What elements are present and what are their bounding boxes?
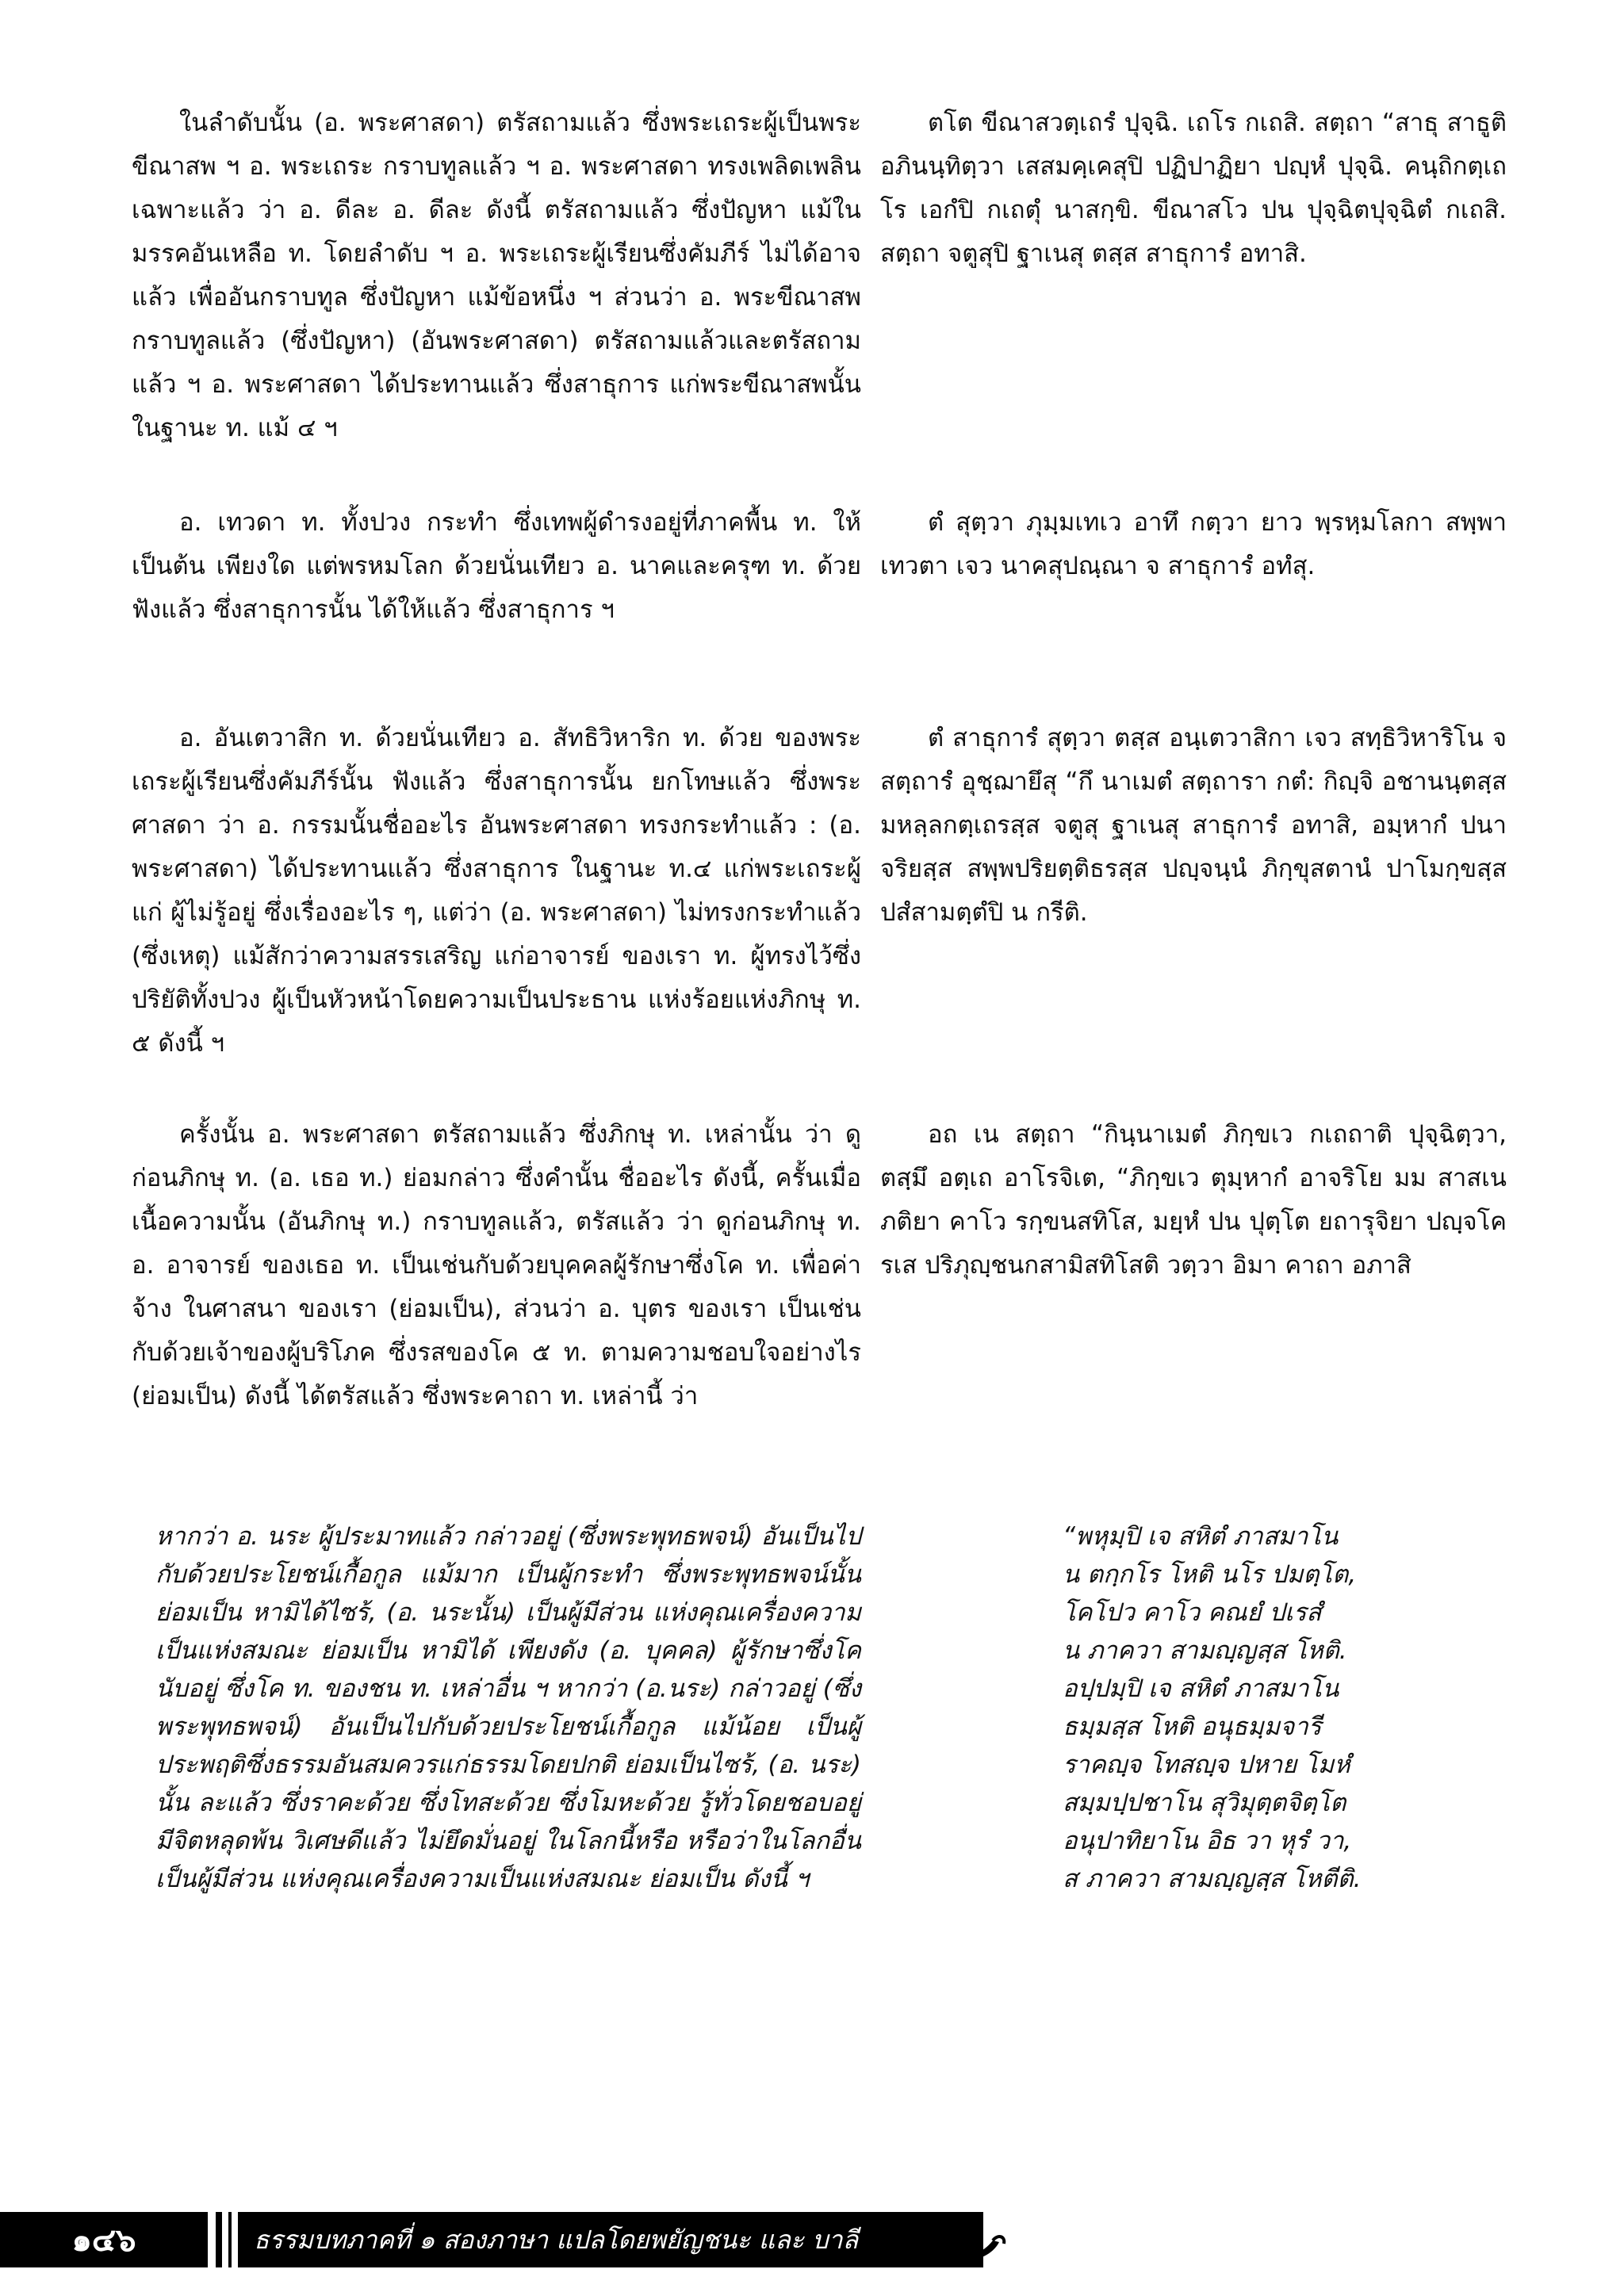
right-paragraph-2	[880, 501, 1507, 588]
left-paragraph-1	[132, 101, 861, 450]
thai-paragraph-3: อ. อันเตวาสิก ท. ด้วยนั่นเทียว อ. สัทธิวิหาริก ท. ด้วย ของพระเถระผู้เรียนซึ่งคัมภีร์นั้น ฟังแล้ว ซึ่งสาธุการนั้น ยกโทษแล้ว ซึ่งพระศาสดา ว่า อ. กรรมนั้นชื่ออะไร อันพระศาสดา ทรงกระทำแล้ว : (อ. พระศาสดา) ได้ประทานแล้ว ซึ่งสาธุการ ในฐานะ ท.๔ แก่พระเถระผู้แก่ ผู้ไม่รู้อยู่ ซึ่งเรื่องอะไร ๆ, แต่ว่า (อ. พระศาสดา) ไม่ทรงกระทำแล้ว (ซึ่งเหตุ) แม้สักว่าความสรรเสริญ แก่อาจารย์ ของเรา ท. ผู้ทรงไว้ซึ่งปริยัติทั้งปวง ผู้เป็นหัวหน้าโดยความเป็นประธาน แห่งร้อยแห่งภิกษุ ท. ๕ ดังนี้ ฯ	[132, 724, 861, 1058]
pali-verse: “พหุมฺปิ เจ สหิตํ ภาสมาโน น ตกฺกโร โหติ นโร ปมตฺโต, โคโปว คาโว คณยํ ปเรสํ น ภาควา สามญฺญสฺส โหติ. อปฺปมฺปิ เจ สหิตํ ภาสมาโน ธมฺมสฺส โหติ อนุธมฺมจารี ราคญฺจ โทสญฺจ ปหาย โมหํ สมฺมปฺปชาโน สุวิมุตฺตจิตฺโต อนุปาทิยาโน อิธ วา หุรํ วา, ส ภาควา สามญฺญสฺส โหตีติ.	[1063, 1522, 1362, 1893]
left-paragraph-3	[132, 717, 861, 1066]
pali-paragraph-4: อถ เน สตฺถา “กินฺนาเมตํ ภิกฺขเว กเถถาติ ปุจฺฉิตฺวา, ตสฺมึ อตฺเถ อาโรจิเต, “ภิกฺขเว ตุมฺหากํ อาจริโย มม สาสเน ภติยา คาโว รกฺขนสทิโส, มยฺหํ ปน ปุตฺโต ยถารุจิยา ปญฺจโครเส ปริภุญฺชนกสามิสทิโสติ วตฺวา อิมา คาถา อภาสิ	[880, 1120, 1507, 1280]
right-paragraph-4	[880, 1113, 1507, 1288]
page-number: ๑๔๖	[0, 2212, 208, 2267]
thai-verse-translation: หากว่า อ. นระ ผู้ประมาทแล้ว กล่าวอยู่ (ซึ่งพระพุทธพจน์) อันเป็นไปกับด้วยประโยชน์เกื้อกูล แม้มาก เป็นผู้กระทำ ซึ่งพระพุทธพจน์นั้น ย่อมเป็น หามิได้ไซร้, (อ. นระนั้น) เป็นผู้มีส่วน แห่งคุณเครื่องความเป็นแห่งสมณะ ย่อมเป็น หามิได้ เพียงดัง (อ. บุคคล) ผู้รักษาซึ่งโค นับอยู่ ซึ่งโค ท. ของชน ท. เหล่าอื่น ฯ หากว่า (อ.นระ) กล่าวอยู่ (ซึ่งพระพุทธพจน์) อันเป็นไปกับด้วยประโยชน์เกื้อกูล แม้น้อย เป็นผู้ประพฤติซึ่งธรรมอันสมควรแก่ธรรมโดยปกติ ย่อมเป็นไซร้, (อ. นระ) นั้น ละแล้ว ซึ่งราคะด้วย ซึ่งโทสะด้วย ซึ่งโมหะด้วย รู้ทั่วโดยชอบอยู่ มีจิตหลุดพ้น วิเศษดีแล้ว ไม่ยึดมั่นอยู่ ในโลกนี้หรือ หรือว่าในโลกอื่น เป็นผู้มีส่วน แห่งคุณเครื่องความเป็นแห่งสมณะ ย่อมเป็น ดังนี้ ฯ	[155, 1522, 861, 1893]
book-title: ธรรมบทภาคที่ ๑ สองภาษา แปลโดยพยัญชนะ และ บาลี	[238, 2212, 983, 2267]
right-paragraph-3	[880, 717, 1507, 935]
right-paragraph-1	[880, 101, 1507, 276]
footer-divider-thin	[228, 2212, 232, 2267]
left-verse-block	[155, 1517, 861, 1898]
footer-divider	[216, 2212, 222, 2267]
left-paragraph-4	[132, 1113, 861, 1418]
thai-paragraph-4: ครั้งนั้น อ. พระศาสดา ตรัสถามแล้ว ซึ่งภิกษุ ท. เหล่านั้น ว่า ดูก่อนภิกษุ ท. (อ. เธอ ท.) ย่อมกล่าว ซึ่งคำนั้น ชื่ออะไร ดังนี้, ครั้นเมื่อเนื้อความนั้น (อันภิกษุ ท.) กราบทูลแล้ว, ตรัสแล้ว ว่า ดูก่อนภิกษุ ท. อ. อาจารย์ ของเธอ ท. เป็นเช่นกับด้วยบุคคลผู้รักษาซึ่งโค ท. เพื่อค่าจ้าง ในศาสนา ของเรา (ย่อมเป็น), ส่วนว่า อ. บุตร ของเรา เป็นเช่นกับด้วยเจ้าของผู้บริโภค ซึ่งรสของโค ๕ ท. ตามความชอบใจอย่างไร (ย่อมเป็น) ดังนี้ ได้ตรัสแล้ว ซึ่งพระคาถา ท. เหล่านี้ ว่า	[132, 1120, 861, 1410]
pali-paragraph-3: ตํ สาธุการํ สุตฺวา ตสฺส อนฺเตวาสิกา เจว สทฺธิวิหาริโน จ สตฺถารํ อุชฺฌายึสุ “กึ นาเมตํ สตฺถารา กตํ: กิญฺจิ อชานนฺตสฺส มหลฺลกตฺเถรสฺส จตูสุ ฐาเนสุ สาธุการํ อทาสิ, อมฺหากํ ปนาจริยสฺส สพฺพปริยตฺติธรสฺส ปญฺจนฺนํ ภิกฺขุสตานํ ปาโมกฺขสฺส ปสํสามตฺตํปิ น กรีติ.	[880, 724, 1507, 927]
pali-paragraph-2: ตํ สุตฺวา ภุมฺมเทเว อาทึ กตฺวา ยาว พฺรหฺมโลกา สพฺพา เทวตา เจว นาคสุปณฺณา จ สาธุการํ อทํสุ.	[880, 508, 1507, 580]
thai-paragraph-2: อ. เทวดา ท. ทั้งปวง กระทำ ซึ่งเทพผู้ดำรงอยู่ที่ภาคพื้น ท. ให้เป็นต้น เพียงใด แต่พรหมโลก ด้วยนั่นเทียว อ. นาคและครุฑ ท. ด้วย ฟังแล้ว ซึ่งสาธุการนั้น ได้ให้แล้ว ซึ่งสาธุการ ฯ	[132, 508, 861, 624]
page-footer	[0, 2212, 1624, 2267]
left-paragraph-2	[132, 501, 861, 632]
thai-paragraph-1: ในลำดับนั้น (อ. พระศาสดา) ตรัสถามแล้ว ซึ่งพระเถระผู้เป็นพระขีณาสพ ฯ อ. พระเถระ กราบทูลแล้ว ฯ อ. พระศาสดา ทรงเพลิดเพลินเฉพาะแล้ว ว่า อ. ดีละ อ. ดีละ ดังนี้ ตรัสถามแล้ว ซึ่งปัญหา แม้ในมรรคอันเหลือ ท. โดยลำดับ ฯ อ. พระเถระผู้เรียนซึ่งคัมภีร์ ไม่ได้อาจแล้ว เพื่ออันกราบทูล ซึ่งปัญหา แม้ข้อหนึ่ง ฯ ส่วนว่า อ. พระขีณาสพ กราบทูลแล้ว (ซึ่งปัญหา) (อันพระศาสดา) ตรัสถามแล้วและตรัสถามแล้ว ฯ อ. พระศาสดา ได้ประทานแล้ว ซึ่งสาธุการ แก่พระขีณาสพนั้น ในฐานะ ท. แม้ ๔ ฯ	[132, 109, 861, 442]
footer-swash-ornament	[904, 2212, 1031, 2267]
pali-paragraph-1: ตโต ขีณาสวตฺเถรํ ปุจฺฉิ. เถโร กเถสิ. สตฺถา “สาธุ สาธูติ อภินนฺทิตฺวา เสสมคฺเคสุปิ ปฏิปาฏิยา ปญฺหํ ปุจฺฉิ. คนฺถิกตฺเถโร เอกํปิ กเถตุํ นาสกฺขิ. ขีณาสโว ปน ปุจฺฉิตปุจฺฉิตํ กเถสิ. สตฺถา จตูสุปิ ฐาเนสุ ตสฺส สาธุการํ อทาสิ.	[880, 109, 1507, 268]
right-verse-block	[1063, 1517, 1507, 1898]
